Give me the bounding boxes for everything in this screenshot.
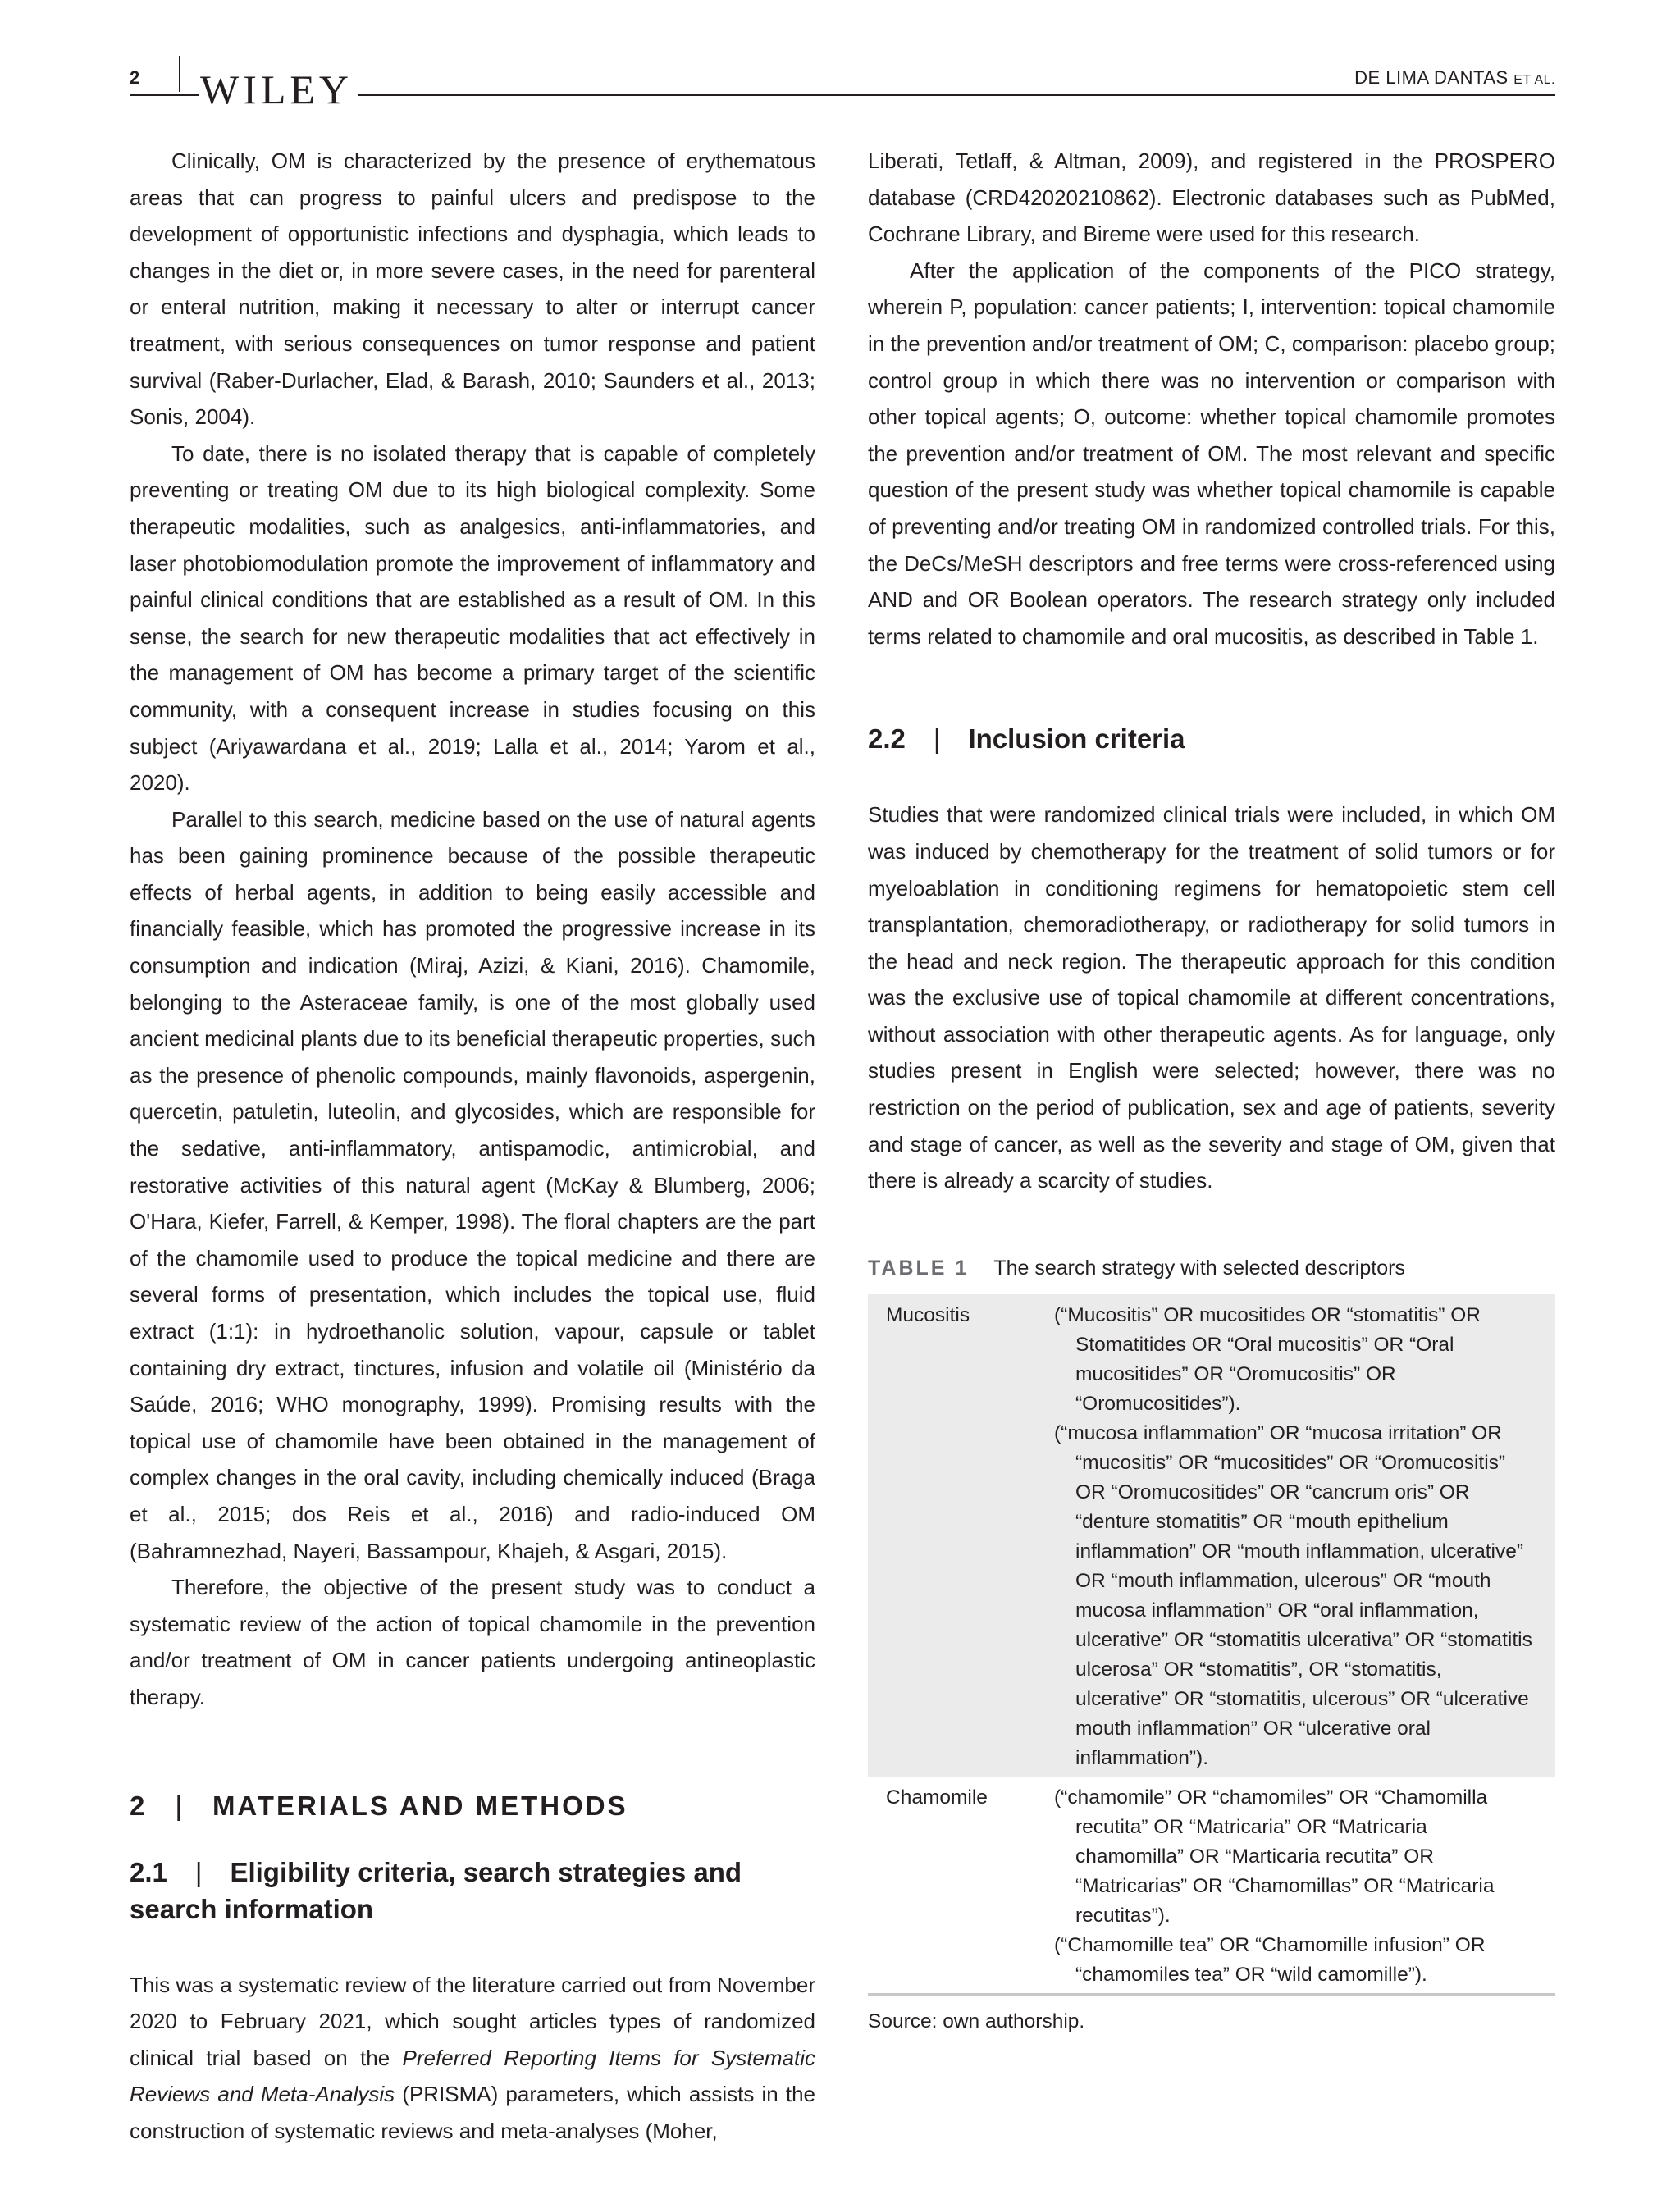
table-term: Mucositis [886, 1303, 970, 1326]
table-term: Chamomile [886, 1786, 988, 1809]
page-header [130, 56, 1555, 112]
table-row [868, 1777, 1555, 1993]
paragraph: Therefore, the objective of the present study was to conduct a systematic review of the action of topical chamomile in the prevention and/or treatment of OM in cancer patients undergoing antineoplastic therapy. [130, 1575, 815, 1709]
page-number: 2 [130, 67, 140, 88]
table-descriptors [1054, 1783, 1555, 1990]
table-source: Source: own authorship. [868, 2010, 1085, 2032]
running-head-suffix: ET AL. [1513, 73, 1555, 87]
publisher-logo: WILEY [199, 69, 358, 110]
section-heading: 2 | MATERIALS AND METHODS [130, 1790, 628, 1821]
subsection-heading: 2.2 | Inclusion criteria [868, 723, 1185, 755]
table-descriptors [1054, 1301, 1555, 1773]
table-row [868, 1294, 1555, 1777]
paragraph-text: (PRISMA) parameters, which assists in the construction of systematic reviews and meta-analyses (Moher, [130, 2082, 815, 2143]
paragraph: Liberati, Tetlaff, & Altman, 2009), and registered in the PROSPERO database (CRD42020210862). Electronic databases such as PubMed, Cochrane Library, and Bireme were used for this research. [868, 148, 1555, 247]
subsection-title: Eligibility criteria, search strategies and search information [130, 1856, 742, 1924]
section-number: 2 [130, 1790, 148, 1821]
italic-text: Preferred Reporting Items for Systematic Reviews and Meta-Analysis [130, 2045, 815, 2107]
subsection-number: 2.1 [130, 1856, 167, 1887]
paragraph: To date, there is no isolated therapy that is capable of completely preventing or treating OM due to its high biological complexity. Some therapeutic modalities, such as analgesics, anti-inflammatories, and laser photobiomodulation promote the improvement of inflammatory and painful clinical conditions that are established as a result of OM. In this sense, the search for new therapeutic modalities that act effectively in the management of OM has become a primary target of the scientific community, with a consequent increase in studies focusing on this subject (Ariyawardana et al., 2019; Lalla et al., 2014; Yarom et al., 2020). [130, 440, 815, 796]
paragraph [130, 1967, 815, 2150]
paragraph: Clinically, OM is characterized by the presence of erythematous areas that can progress to painful ulcers and predispose to the development of opportunistic infections and dysphagia, which leads to changes in the diet or, in more severe cases, in the need for parenteral or enteral nutrition, making it necessary to alter or interrupt cancer treatment, with serious consequences on tumor response and patient survival (Raber-Durlacher, Elad, & Barash, 2010; Saunders et al., 2013; Sonis, 2004). [130, 148, 815, 430]
paragraph-text: This was a systematic review of the literature carried out from November 2020 to February 2021, which sought articles types of randomized clinical trial based on the [130, 1972, 815, 2070]
descriptor-line: (“Chamomille tea” OR “Chamomille infusion” OR “chamomiles tea” OR “wild camomille”). [1054, 1933, 1486, 1986]
descriptor-line: (“Mucositis” OR mucositides OR “stomatitis” OR Stomatitides OR “Oral mucositis” OR “Oral mucositides” OR “Oromucositis” OR “Oromucositides”). [1054, 1303, 1481, 1415]
search-strategy-table [868, 1294, 1555, 1996]
descriptor-line: (“mucosa inflammation” OR “mucosa irritation” OR “mucositis” OR “mucositides” OR “Oromucositis” OR “Oromucositides” OR “cancrum oris” OR “denture stomatitis” OR “mouth epithelium inflammation” OR “mouth inflammation, ulcerative” OR “mouth inflammation, ulcerous” OR “mouth mucosa inflammation” OR “oral inflammation, ulcerative” OR “stomatitis ulcerativa” OR “stomatitis ulcerosa” OR “stomatitis”, OR “stomatitis, ulcerative” OR “stomatitis, ulcerous” OR “ulcerative mouth inflammation” OR “ulcerative oral inflammation”). [1054, 1421, 1532, 1769]
header-tick [179, 56, 180, 92]
left-column [130, 143, 815, 2150]
paragraph: Studies that were randomized clinical trials were included, in which OM was induced by chemotherapy for the treatment of solid tumors or for myeloablation in conditioning regimens for hematopoietic stem cell transplantation, chemoradiotherapy, or radiotherapy for solid tumors in the head and neck region. The therapeutic approach for this condition was the exclusive use of topical chamomile at different concentrations, without association with other therapeutic agents. As for language, only studies present in English were selected; however, there was no restriction on the period of publication, sex and age of patients, severity and stage of cancer, as well as the severity and stage of OM, given that there is already a scarcity of studies. [868, 802, 1555, 1193]
table-label: TABLE 1 [868, 1256, 970, 1280]
section-title: MATERIALS AND METHODS [212, 1790, 628, 1821]
running-head-authors: DE LIMA DANTAS [1354, 67, 1509, 88]
subsection-heading: 2.1 | Eligibility criteria, search strategies and search information [130, 1856, 742, 1924]
table-caption [868, 1253, 1555, 1283]
paragraph: After the application of the components of the PICO strategy, wherein P, population: cancer patients; I, intervention: topical chamomile in the prevention and/or treatment of OM; C, comparison: placebo group; control group in which there was no intervention or comparison with other topical agents; O, outcome: whether topical chamomile promotes the prevention and/or treatment of OM. The most relevant and specific question of the present study was whether topical chamomile is capable of preventing and/or treating OM in randomized controlled trials. For this, the DeCs/MeSH descriptors and free terms were cross-referenced using AND and OR Boolean operators. The research strategy only included terms related to chamomile and oral mucositis, as described in Table 1. [868, 258, 1555, 649]
paragraph: Parallel to this search, medicine based on the use of natural agents has been gaining prominence because of the possible therapeutic effects of herbal agents, in addition to being easily accessible and financially feasible, which has promoted the progressive increase in its consumption and indication (Miraj, Azizi, & Kiani, 2016). Chamomile, belonging to the Asteraceae family, is one of the most globally used ancient medicinal plants due to its beneficial therapeutic properties, such as the presence of phenolic compounds, mainly flavonoids, aspergenin, quercetin, patuletin, luteolin, and glycosides, which are responsible for the sedative, anti-inflammatory, antispamodic, antimicrobial, and restorative activities of this natural agent (McKay & Blumberg, 2006; O'Hara, Kiefer, Farrell, & Kemper, 1998). The floral chapters are the part of the chamomile used to produce the topical medicine and there are several forms of presentation, which includes the topical use, fluid extract (1:1): in hydroethanolic solution, vapour, capsule or tablet containing dry extract, tinctures, infusion and volatile oil (Ministério da Saúde, 2016; WHO monography, 1999). Promising results with the topical use of chamomile have been obtained in the management of complex changes in the oral cavity, including chemically induced (Braga et al., 2015; dos Reis et al., 2016) and radio-induced OM (Bahramnezhad, Nayeri, Bassampour, Khajeh, & Asgari, 2015). [130, 806, 815, 1563]
subsection-title: Inclusion criteria [968, 723, 1185, 755]
subsection-number: 2.2 [868, 723, 906, 755]
descriptor-line: (“chamomile” OR “chamomiles” OR “Chamomilla recutita” OR “Matricaria” OR “Matricaria chamomilla” OR “Marticaria recutita” OR “Matricarias” OR “Chamomillas” OR “Matricaria recutitas”). [1054, 1786, 1495, 1927]
table-title: The search strategy with selected descriptors [993, 1256, 1405, 1280]
right-column [868, 143, 1555, 2037]
running-head [1354, 67, 1555, 89]
